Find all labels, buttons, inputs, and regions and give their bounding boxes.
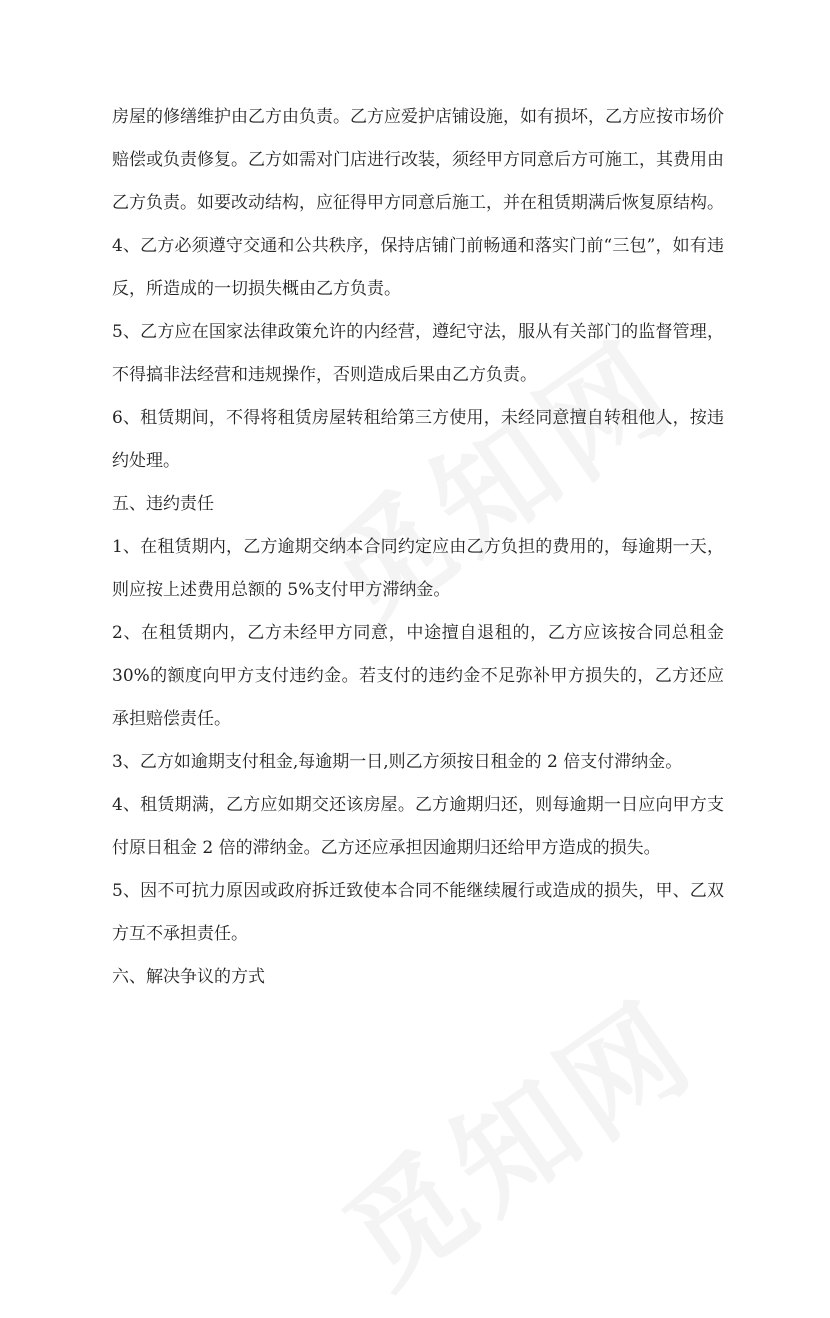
paragraph-breach-5: 5、因不可抗力原因或政府拆迁致使本合同不能继续履行或造成的损失，甲、乙双方互不承担责任。 bbox=[112, 881, 724, 944]
paragraph-breach-3: 3、乙方如逾期支付租金,每逾期一日,则乙方须按日租金的 2 倍支付滞纳金。 bbox=[112, 752, 683, 772]
paragraph-breach-4: 4、租赁期满，乙方应如期交还该房屋。乙方逾期归还，则每逾期一日应向甲方支付原日租金 2 倍的滞纳金。乙方还应承担因逾期归还给甲方造成的损失。 bbox=[112, 795, 724, 858]
paragraph-clause-4: 4、乙方必须遵守交通和公共秩序，保持店铺门前畅通和落实门前“三包”，如有违反，所造成的一切损失概由乙方负责。 bbox=[112, 236, 724, 299]
watermark bbox=[306, 954, 724, 1318]
document-body bbox=[112, 96, 724, 999]
paragraph-clause-5: 5、乙方应在国家法律政策允许的内经营，遵纪守法，服从有关部门的监督管理，不得搞非法经营和违规操作，否则造成后果由乙方负责。 bbox=[112, 322, 724, 385]
section-heading-dispute: 六、解决争议的方式 bbox=[112, 967, 265, 987]
paragraph-clause-6: 6、租赁期间，不得将租赁房屋转租给第三方使用，未经同意擅自转租他人，按违约处理。 bbox=[112, 408, 724, 471]
section-heading-breach: 五、违约责任 bbox=[112, 494, 214, 514]
paragraph-breach-1: 1、在租赁期内，乙方逾期交纳本合同约定应由乙方负担的费用的，每逾期一天，则应按上述费用总额的 5%支付甲方滞纳金。 bbox=[112, 537, 724, 600]
paragraph-repair: 房屋的修缮维护由乙方由负责。乙方应爱护店铺设施，如有损坏，乙方应按市场价赔偿或负责修复。乙方如需对门店进行改装，须经甲方同意后方可施工，其费用由乙方负责。如要改动结构，应征得甲方同意后施工，并在租赁期满后恢复原结构。 bbox=[112, 107, 724, 213]
paragraph-breach-2: 2、在租赁期内，乙方未经甲方同意，中途擅自退租的，乙方应该按合同总租金 30%的额度向甲方支付违约金。若支付的违约金不足弥补甲方损失的，乙方还应承担赔偿责任。 bbox=[112, 623, 724, 729]
